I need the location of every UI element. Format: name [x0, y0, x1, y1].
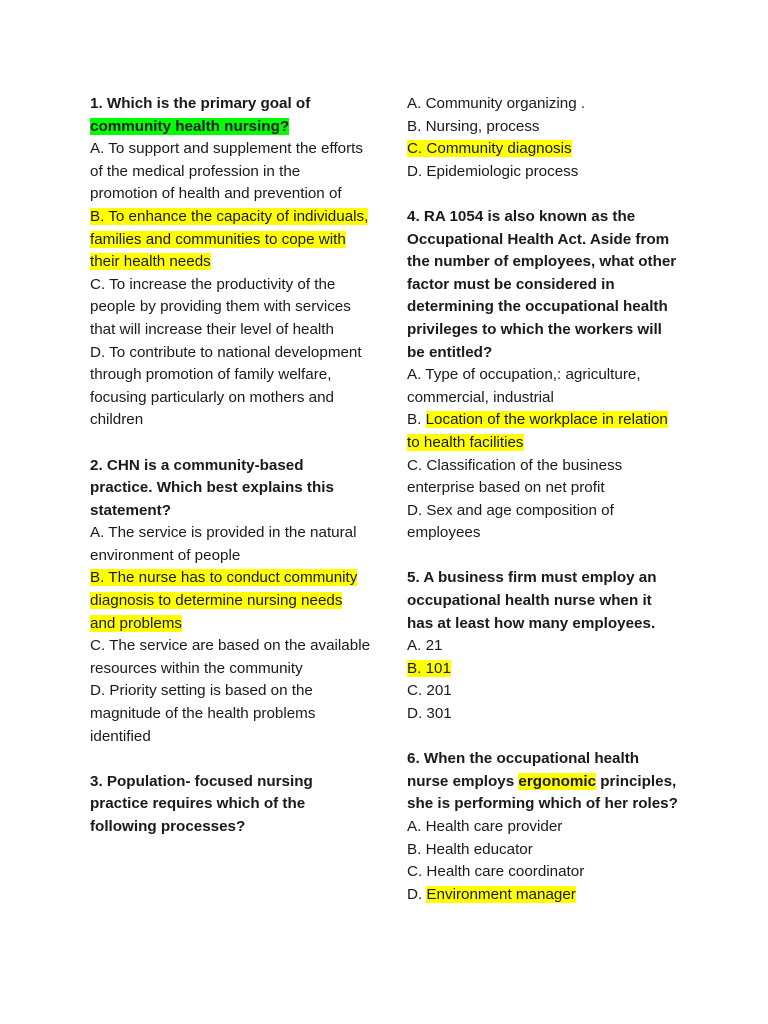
- question-2-text: 2. CHN is a community-based practice. Which best explains this statement?: [90, 456, 334, 519]
- question-5: [407, 567, 682, 725]
- question-3-answer-highlight: C. Community diagnosis: [407, 140, 572, 158]
- question-2-answer-highlight: B. The nurse has to conduct community diagnosis to determine nursing needs and problems: [90, 569, 358, 632]
- question-3-options: [407, 93, 682, 183]
- question-4-text: 4. RA 1054 is also known as the Occupational Health Act. Aside from the number of employees, what other factor must be considered in determining the occupational health privileges to which the workers will be entitled?: [407, 207, 677, 361]
- question-4-option-a: A. Type of occupation,: agriculture, commercial, industrial: [407, 366, 641, 406]
- question-3-option-a: A. Community organizing .: [407, 95, 586, 112]
- right-column: [407, 93, 682, 929]
- question-5-answer-highlight: B. 101: [407, 659, 451, 677]
- question-3-option-d: D. Epidemiologic process: [407, 162, 579, 180]
- question-5-option-b: [407, 658, 682, 681]
- question-5-option-a: A. 21: [407, 637, 443, 655]
- left-column: [90, 93, 370, 861]
- question-6-answer-highlight: Environment manager: [426, 885, 576, 903]
- question-2-option-d: D. Priority setting is based on the magnitude of the health problems identified: [90, 682, 316, 745]
- question-1: [90, 93, 370, 432]
- question-2: [90, 455, 370, 749]
- question-6: [407, 748, 682, 906]
- question-6-option-b: B. Health educator: [407, 840, 533, 858]
- question-1-option-d: D. To contribute to national development through promotion of family welfare, focusing particularly on mothers and children: [90, 343, 362, 429]
- question-1-highlight: community health nursing?: [90, 117, 290, 135]
- question-5-text: 5. A business firm must employ an occupational health nurse when it has at least how many employees.: [407, 569, 657, 632]
- question-1-option-c: C. To increase the productivity of the people by providing them with services that will increase their level of health: [90, 275, 351, 338]
- question-6-text: 6. When the occupational health nurse employs ergonomic principles, she is performing which of her roles?: [407, 750, 678, 813]
- question-1-option-b: [90, 206, 370, 274]
- question-2-option-c: C. The service are based on the available resources within the community: [90, 637, 371, 677]
- question-1-answer-highlight: B. To enhance the capacity of individuals, families and communities to cope with their health needs: [90, 207, 369, 271]
- question-1-option-a: A. To support and supplement the efforts of the medical profession in the promotion of health and prevention of: [90, 140, 363, 203]
- question-4-answer-highlight: Location of the workplace in relation to health facilities: [407, 411, 668, 451]
- question-6-keyword-highlight: ergonomic: [518, 772, 597, 790]
- question-4-option-c: C. Classification of the business enterprise based on net profit: [407, 456, 623, 497]
- question-4: [407, 206, 682, 545]
- question-3-option-c: [407, 138, 682, 161]
- question-5-option-d: D. 301: [407, 705, 452, 723]
- question-6-option-d: D. Environment manager: [407, 885, 576, 903]
- question-3: [90, 771, 370, 839]
- question-2-option-a: A. The service is provided in the natural environment of people: [90, 524, 357, 564]
- question-5-option-c: C. 201: [407, 682, 452, 700]
- question-2-option-b: [90, 567, 370, 635]
- question-3-option-b: B. Nursing, process: [407, 117, 540, 135]
- question-1-text: 1. Which is the primary goal of community health nursing?: [90, 95, 311, 135]
- question-4-option-b: B. Location of the workplace in relation to health facilities: [407, 411, 668, 451]
- question-6-option-a: A. Health care provider: [407, 818, 563, 835]
- question-4-option-d: D. Sex and age composition of employees: [407, 501, 614, 542]
- question-3-text: 3. Population- focused nursing practice requires which of the following processes?: [90, 772, 313, 835]
- question-6-option-c: C. Health care coordinator: [407, 863, 585, 881]
